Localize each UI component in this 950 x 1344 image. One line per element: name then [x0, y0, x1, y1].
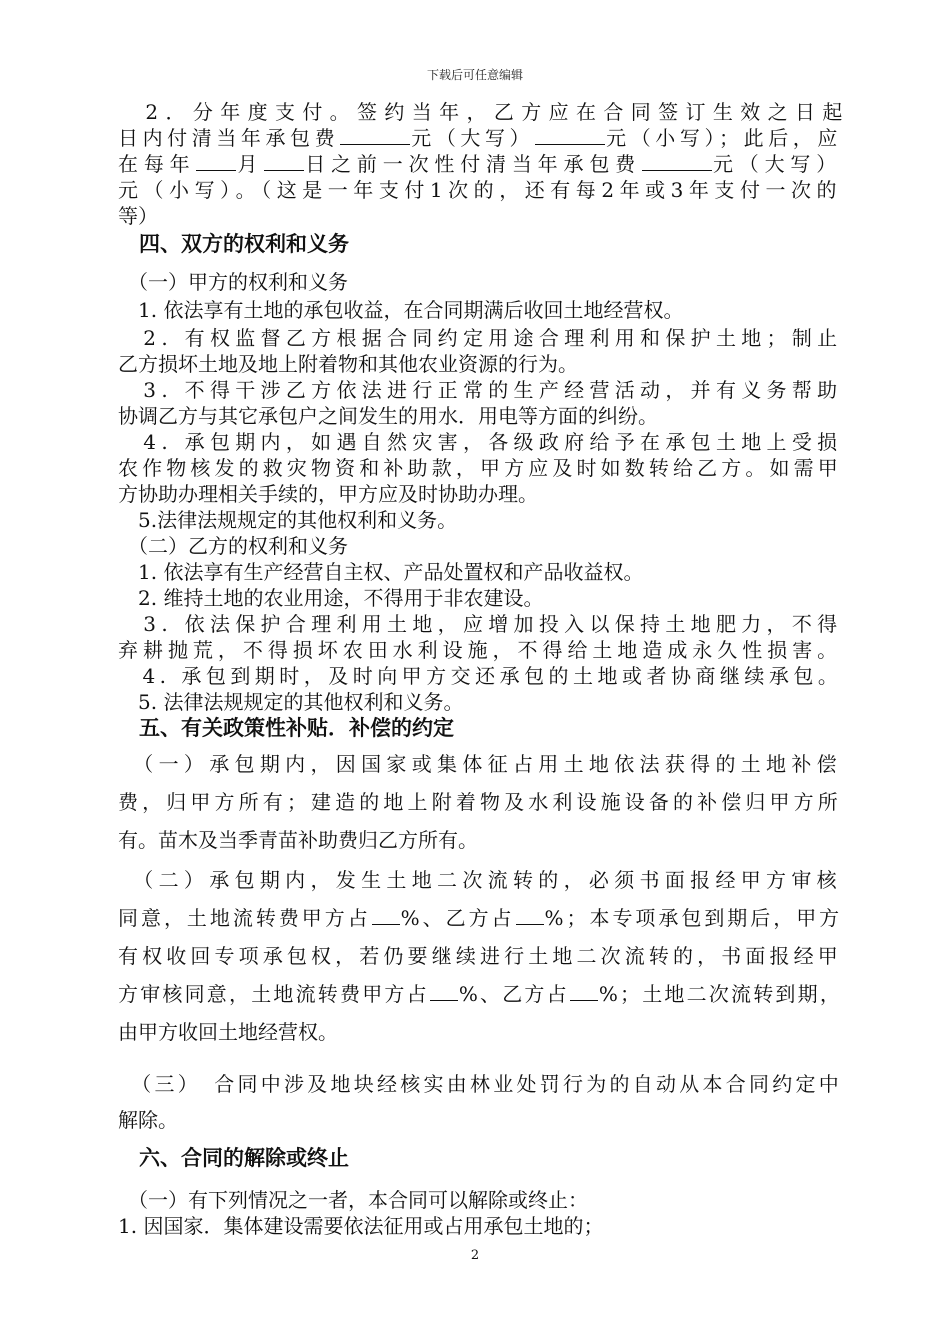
text-run: 六、合同的解除或终止	[118, 1145, 349, 1170]
text-run: 2. 有权监督乙方根据合同约定用途合理利用和保护土地；制止	[118, 326, 843, 350]
text-line	[118, 430, 842, 454]
text-run: 日内付清当年承包费	[118, 126, 340, 150]
section-heading	[118, 1146, 349, 1170]
text-run: 方协助办理相关手续的，甲方应及时协助办理。	[118, 482, 538, 506]
section-heading	[118, 716, 454, 740]
text-line	[118, 298, 683, 322]
text-line	[118, 404, 658, 428]
fill-blank	[196, 152, 236, 171]
fill-blank	[430, 982, 458, 1001]
text-line	[118, 612, 842, 636]
text-run: 方审核同意，土地流转费甲方占	[118, 982, 429, 1006]
text-run: 1. 因国家．集体建设需要依法征用或占用承包土地的；	[118, 1214, 604, 1238]
fill-blank	[340, 126, 410, 145]
text-line	[118, 790, 842, 814]
text-line	[118, 204, 158, 228]
text-line	[118, 270, 348, 294]
text-line	[118, 378, 842, 402]
page-header: 下载后可任意编辑	[426, 68, 523, 82]
text-run: 3. 不得干涉乙方依法进行正常的生产经营活动，并有义务帮助	[118, 378, 843, 402]
text-line	[118, 586, 543, 610]
text-line	[118, 638, 842, 662]
text-run: %；土地二次流转到期，	[598, 982, 843, 1006]
text-run: 元（大写）	[411, 126, 535, 150]
text-run: 1. 依法享有土地的承包收益，在合同期满后收回土地经营权。	[118, 298, 684, 322]
text-run: 2．分年度支付。签约当年，乙方应在合同签订生效之日起	[118, 100, 850, 124]
text-run: 元（小写）。（这是一年支付1次的，还有每2年或3年支付一次的	[118, 178, 843, 202]
text-run: %、乙方占	[458, 982, 569, 1006]
text-run: 元（大写）	[712, 152, 843, 176]
fill-blank	[535, 126, 605, 145]
text-run: 4. 承包期内，如遇自然灾害，各级政府给予在承包土地上受损	[118, 430, 843, 454]
text-line	[118, 178, 842, 202]
text-run: 弃耕抛荒，不得损坏农田水利设施，不得给土地造成永久性损害。	[118, 638, 843, 662]
text-line	[118, 1108, 178, 1132]
text-line	[118, 1188, 588, 1212]
text-run: 费，归甲方所有；建造的地上附着物及水利设施设备的补偿归甲方所	[118, 790, 842, 814]
text-run: （三） 合同中涉及地块经核实由林业处罚行为的自动从本合同约定中	[118, 1072, 842, 1096]
text-run: （一）甲方的权利和义务	[118, 270, 348, 294]
text-run: 协调乙方与其它承包户之间发生的用水．用电等方面的纠纷。	[118, 404, 658, 428]
text-run: （二）乙方的权利和义务	[118, 534, 348, 558]
text-line	[118, 100, 850, 124]
text-line	[118, 126, 842, 150]
text-run: 5.法律法规规定的其他权利和义务。	[118, 508, 458, 532]
text-line	[118, 1214, 603, 1238]
text-line	[118, 560, 643, 584]
text-run: 有权收回专项承包权，若仍要继续进行土地二次流转的，书面报经甲	[118, 944, 842, 968]
text-run: 有。苗木及当季青苗补助费归乙方所有。	[118, 828, 478, 852]
text-run: 解除。	[118, 1108, 178, 1132]
text-line	[118, 690, 463, 714]
text-run: （一）承包期内，因国家或集体征占用土地依法获得的土地补偿	[118, 752, 842, 776]
text-run: 在每年	[118, 152, 196, 176]
text-line	[118, 982, 842, 1006]
fill-blank	[264, 152, 304, 171]
text-run: 由甲方收回土地经营权。	[118, 1020, 338, 1044]
text-line	[118, 152, 842, 176]
text-line	[118, 508, 457, 532]
text-run: 等）	[118, 204, 158, 228]
text-run: 四、双方的权利和义务	[118, 231, 349, 256]
text-line	[118, 1072, 842, 1096]
text-run: 4. 承包到期时，及时向甲方交还承包的土地或者协商继续承包。	[118, 664, 843, 688]
page-number: 2	[470, 1248, 480, 1263]
text-line	[118, 534, 348, 558]
fill-blank	[516, 906, 544, 925]
section-heading	[118, 232, 349, 256]
text-line	[118, 868, 842, 892]
fill-blank	[372, 906, 400, 925]
fill-blank	[642, 152, 712, 171]
text-run: 1. 依法享有生产经营自主权、产品处置权和产品收益权。	[118, 560, 644, 584]
text-run: 月	[237, 152, 264, 176]
text-line	[118, 664, 842, 688]
text-line	[118, 482, 538, 506]
text-line	[118, 326, 842, 350]
text-line	[118, 752, 842, 776]
text-line	[118, 456, 842, 480]
text-run: 农作物核发的救灾物资和补助款，甲方应及时如数转给乙方。如需甲	[118, 456, 842, 480]
text-run: %、乙方占	[400, 906, 515, 930]
text-line	[118, 1020, 338, 1044]
text-line	[118, 828, 478, 852]
text-run: 日之前一次性付清当年承包费	[305, 152, 641, 176]
text-run: 五、有关政策性补贴．补偿的约定	[118, 715, 454, 740]
text-run: 乙方损坏土地及地上附着物和其他农业资源的行为。	[118, 352, 578, 376]
fill-blank	[570, 982, 598, 1001]
text-line	[118, 352, 578, 376]
text-run: 同意，土地流转费甲方占	[118, 906, 371, 930]
text-run: %；本专项承包到期后，甲方	[544, 906, 843, 930]
text-run: （一）有下列情况之一者，本合同可以解除或终止：	[118, 1188, 588, 1212]
text-run: 2. 维持土地的农业用途，不得用于非农建设。	[118, 586, 544, 610]
text-run: 5. 法律法规规定的其他权利和义务。	[118, 690, 464, 714]
text-line	[118, 944, 842, 968]
text-line	[118, 906, 842, 930]
text-run: （二）承包期内，发生土地二次流转的，必须书面报经甲方审核	[118, 868, 842, 892]
text-run: 元（小写）；此后，应	[606, 126, 842, 150]
text-run: 3. 依法保护合理利用土地，应增加投入以保持土地肥力，不得	[118, 612, 843, 636]
